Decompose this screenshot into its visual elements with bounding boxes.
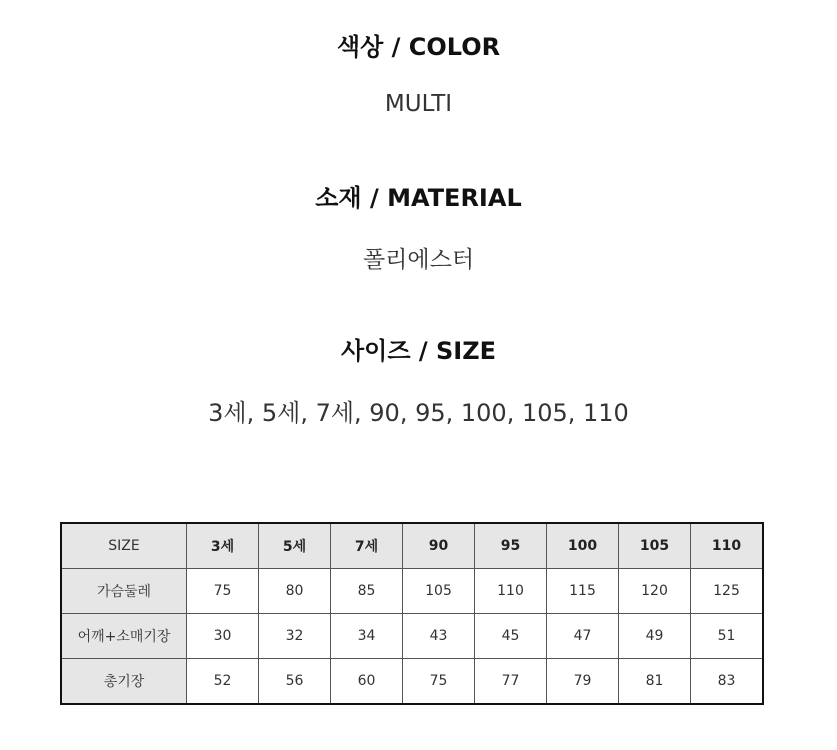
color-heading: 색상 / COLOR [336,33,501,61]
table-cell: 49 [619,614,691,659]
table-cell: 51 [691,614,764,659]
table-cell: 52 [187,659,259,705]
material-heading: 소재 / MATERIAL [315,184,522,212]
table-cell: 77 [475,659,547,705]
color-value: MULTI [384,91,453,117]
table-cell: 81 [619,659,691,705]
table-row [61,614,763,659]
table-cell: 43 [403,614,475,659]
table-cell: 30 [187,614,259,659]
material-value: 폴리에스터 [362,247,475,273]
size-chart-table [60,522,764,705]
table-row [61,569,763,614]
table-cell: 45 [475,614,547,659]
header-label-cell: SIZE [61,523,187,569]
row-label-cell: 어깨+소매기장 [61,614,187,659]
table-cell: 56 [259,659,331,705]
table-cell: 105 [403,569,475,614]
table-cell: 115 [547,569,619,614]
table-row [61,659,763,705]
header-cell: 90 [403,523,475,569]
table-cell: 75 [187,569,259,614]
header-cell: 95 [475,523,547,569]
size-heading: 사이즈 / SIZE [340,337,497,365]
table-cell: 125 [691,569,764,614]
table-cell: 83 [691,659,764,705]
table-cell: 34 [331,614,403,659]
table-header-row [61,523,763,569]
table-cell: 75 [403,659,475,705]
row-label-cell: 총기장 [61,659,187,705]
table-cell: 120 [619,569,691,614]
table-cell: 60 [331,659,403,705]
header-cell: 110 [691,523,764,569]
header-cell: 100 [547,523,619,569]
table-cell: 85 [331,569,403,614]
header-cell: 7세 [331,523,403,569]
size-value: 3세, 5세, 7세, 90, 95, 100, 105, 110 [208,399,629,427]
table-cell: 32 [259,614,331,659]
header-cell: 3세 [187,523,259,569]
table-cell: 80 [259,569,331,614]
table-cell: 79 [547,659,619,705]
table-cell: 47 [547,614,619,659]
header-cell: 5세 [259,523,331,569]
header-cell: 105 [619,523,691,569]
row-label-cell: 가슴둘레 [61,569,187,614]
table-cell: 110 [475,569,547,614]
